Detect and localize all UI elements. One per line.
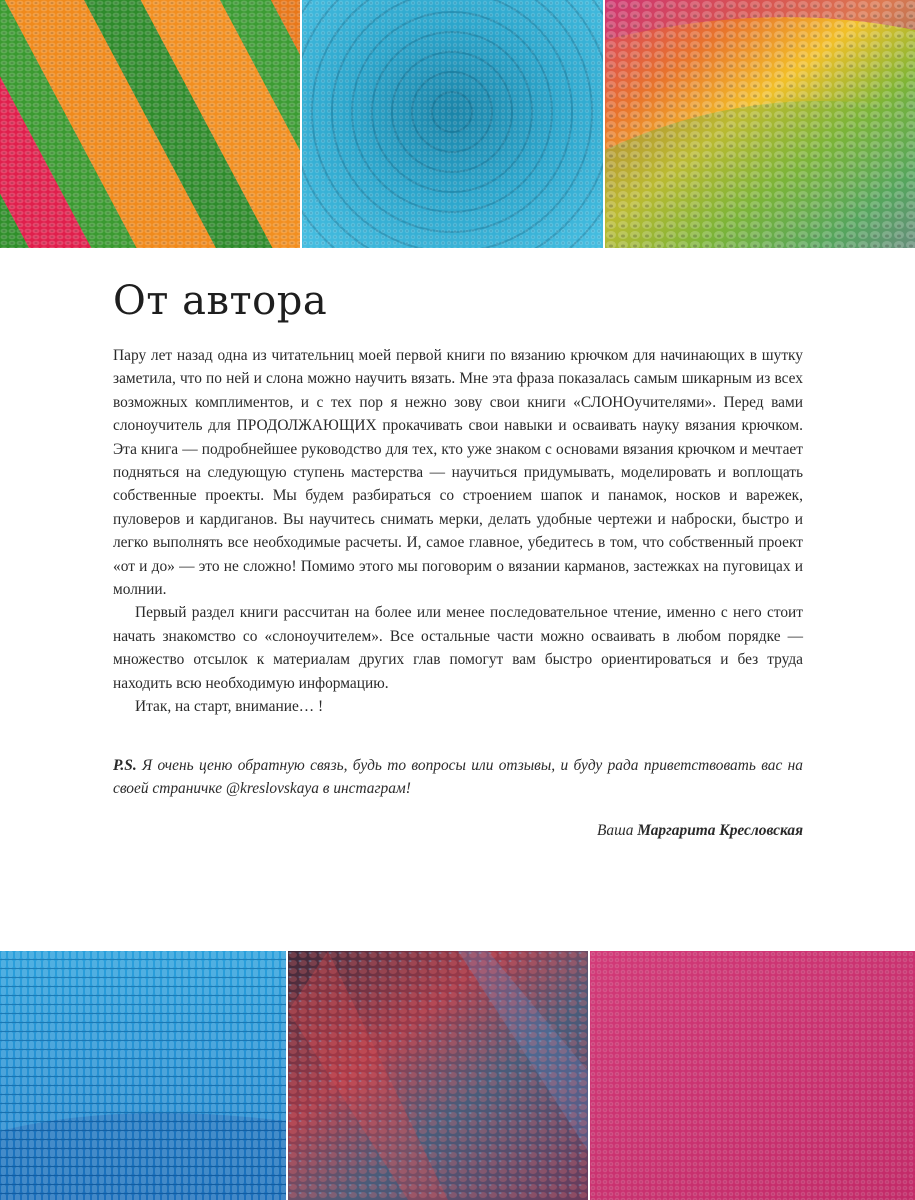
photo-variegated-knit — [288, 951, 588, 1200]
author-foreword-text — [113, 344, 803, 719]
page-title: От автора — [113, 278, 328, 324]
signature-name: Маргарита Кресловская — [637, 822, 803, 839]
photo-striped-knit — [0, 0, 300, 248]
paragraph: Итак, на старт, внимание… ! — [135, 698, 324, 716]
paragraph: Первый раздел книги рассчитан на более или менее последовательное чтение, именно с него стоит начать знакомство со «слоноучителем». Все остальные части можно осваивать в любом порядке — множество отсылок к материалам других глав помогут вам быстро ориентироваться и без труда находить всю необходимую информацию. — [113, 604, 803, 692]
signature — [597, 822, 803, 840]
photo-blue-knit — [0, 951, 286, 1200]
paragraph: Пару лет назад одна из читательниц моей первой книги по вязанию крючком для начинающих в шутку заметила, что по ней и слона можно научить вязать. Мне эта фраза показалась самым шикарным из всех возможных комплиментов, и с тех пор я нежно зову свои книги «СЛОНОучителями». Перед вами слоноучитель для ПРОДОЛЖАЮЩИХ прокачивать свои навыки и осваивать науку вязания крючком. Эта книга — подробнейшее руководство для тех, кто уже знаком с основами вязания крючком и мечтает подняться на следующую ступень мастерства — научиться придумывать, моделировать и воплощать собственные проекты. Мы будем разбираться со строением шапок и панамок, носков и варежек, пуловеров и кардиганов. Вы научитесь снимать мерки, делать удобные чертежи и наброски, быстро и легко выполнять все необходимые расчеты. И, самое главное, убедитесь в том, что собственный проект «от и до» — это не сложно! Помимо этого мы поговорим о вязании карманов, застежках на пуговицах и молнии. — [113, 347, 803, 599]
photo-blue-round-knit — [302, 0, 603, 248]
ps-label: P.S. — [113, 757, 137, 774]
ps-text: Я очень ценю обратную связь, будь то вопросы или отзывы, и буду рада приветствовать вас на своей страничке @kreslovskaya в инстаграм! — [113, 757, 803, 798]
postscript — [113, 754, 803, 801]
photo-pink-knit — [590, 951, 915, 1200]
signature-prefix: Ваша — [597, 822, 638, 839]
photo-multicolor-knit — [605, 0, 915, 248]
